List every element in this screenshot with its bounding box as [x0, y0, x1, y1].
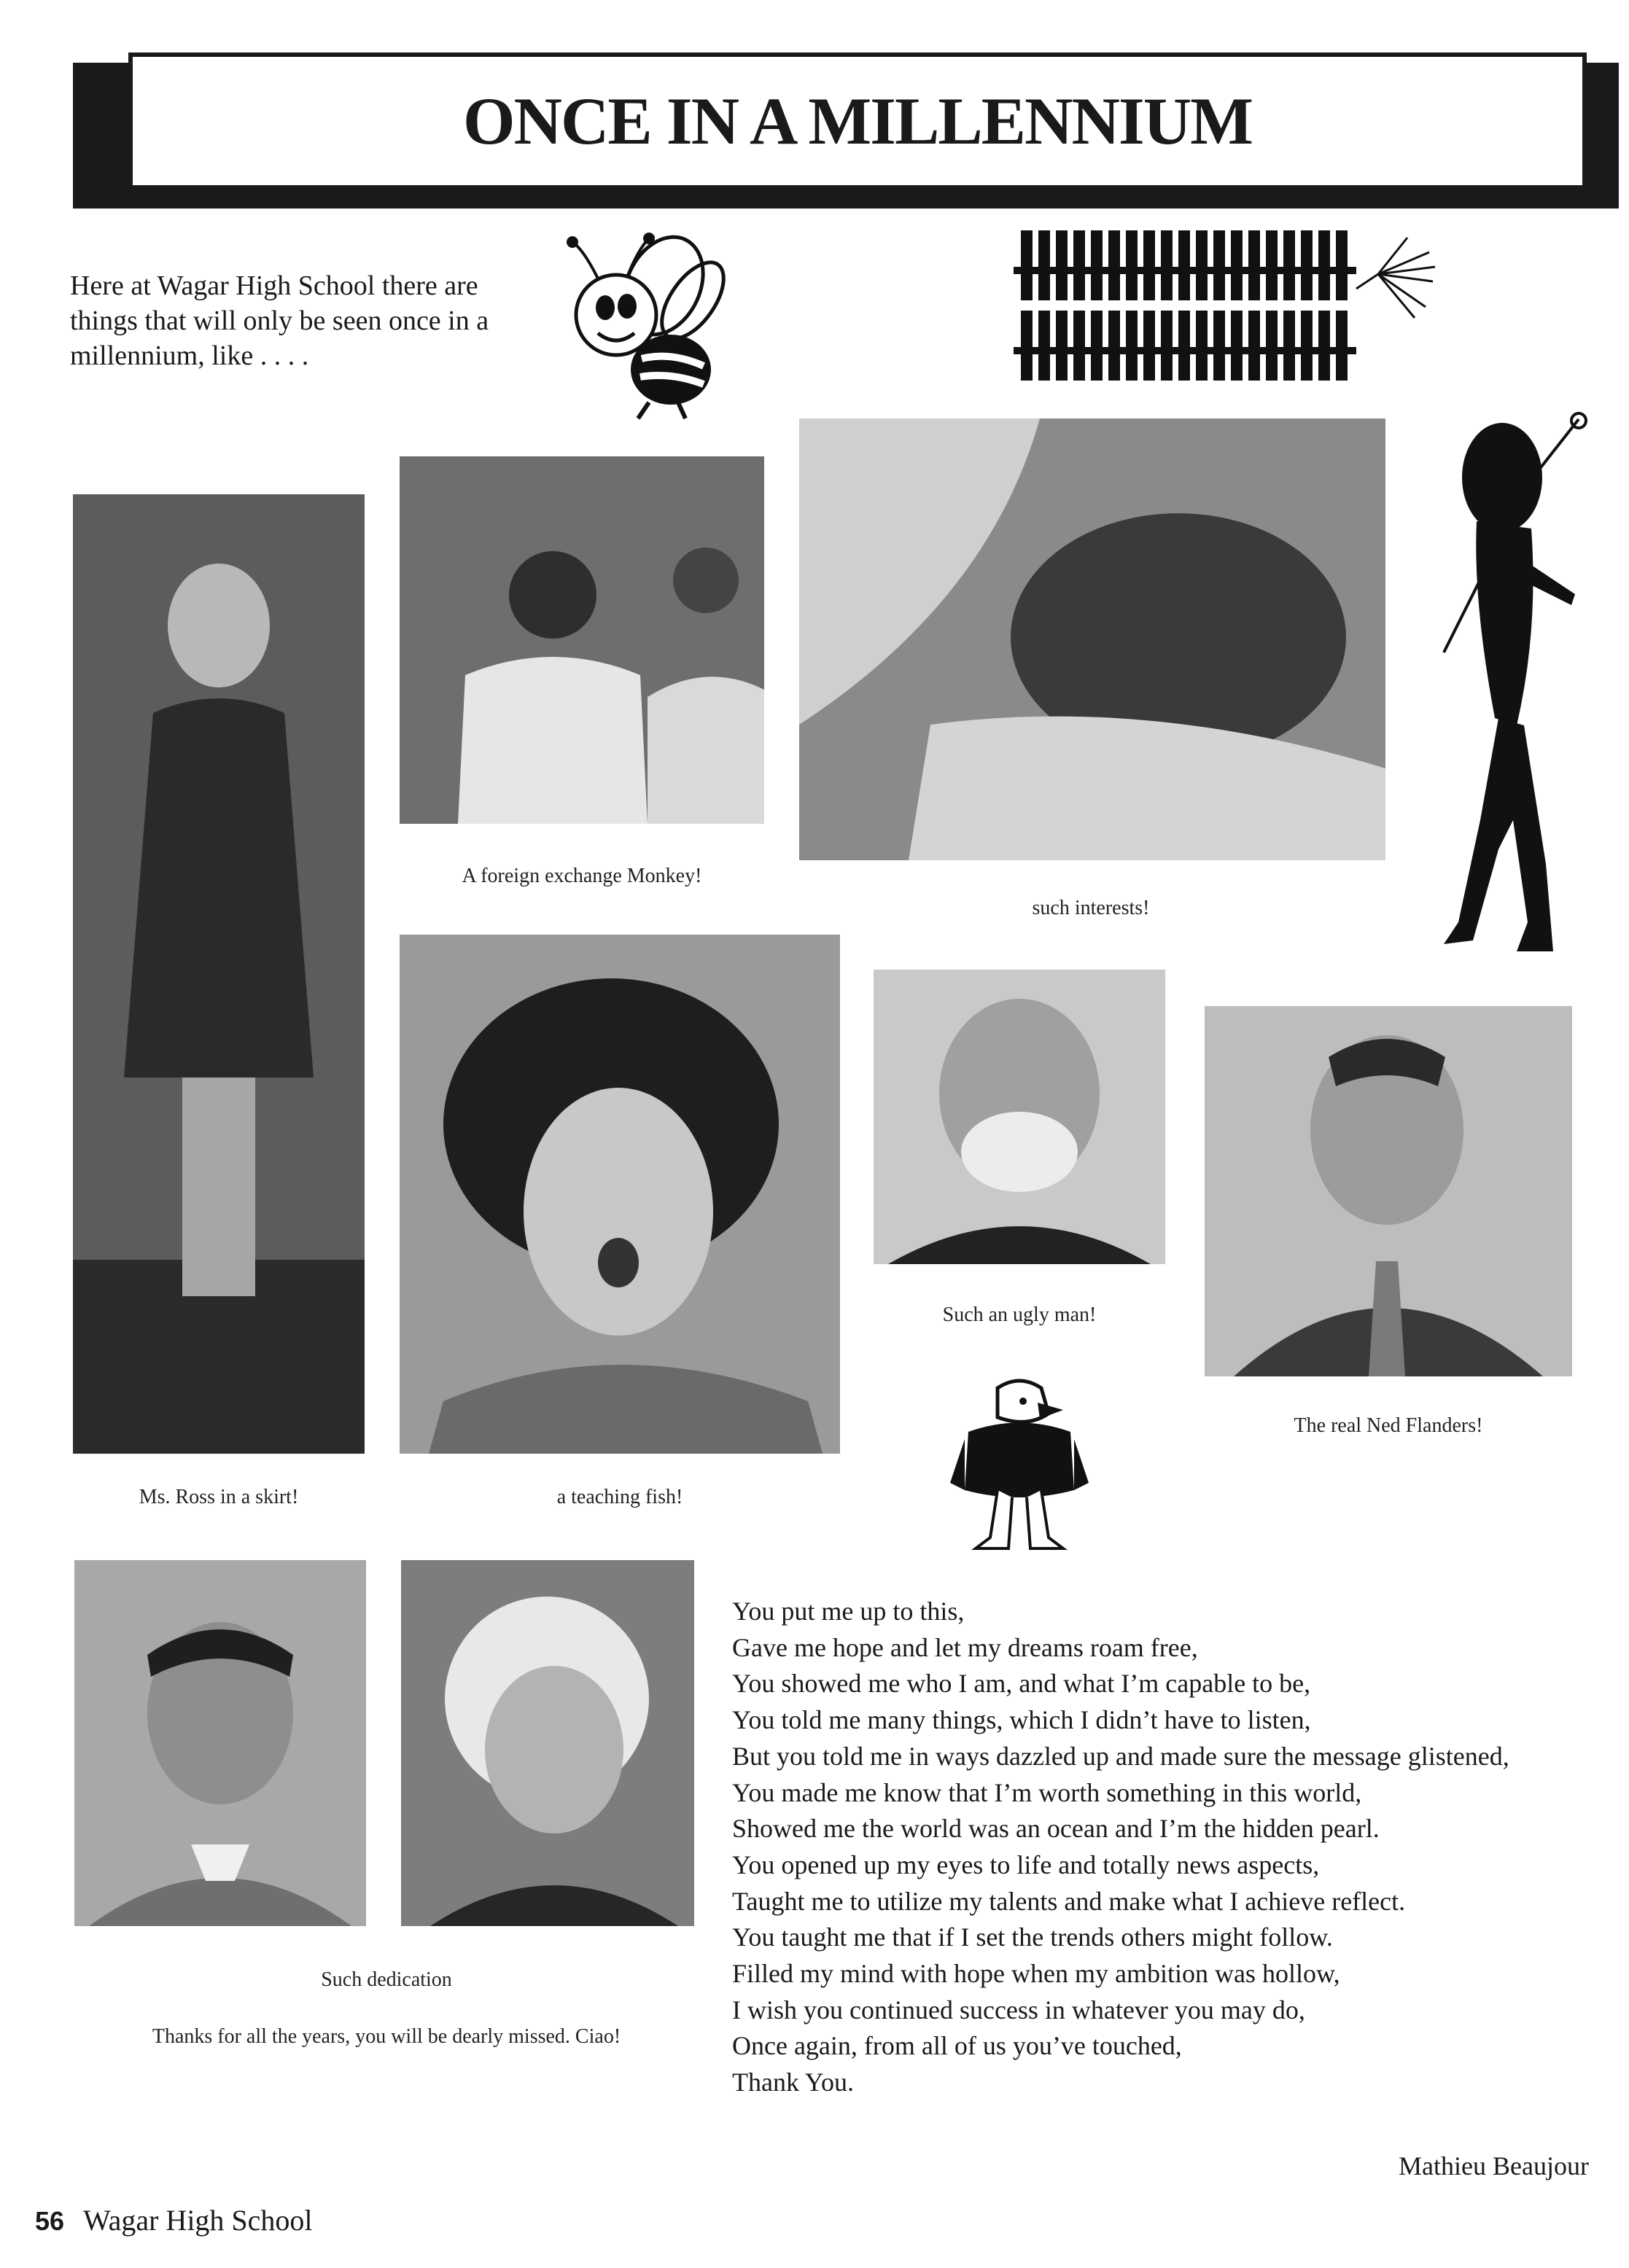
- photo-dedication-woman: [401, 1560, 694, 1926]
- caption-exchange-monkey: A foreign exchange Monkey!: [462, 865, 702, 887]
- poem-author: Mathieu Beaujour: [1399, 2151, 1589, 2181]
- bee-mascot-icon: [554, 227, 736, 424]
- intro-text: Here at Wagar High School there are things that will only be seen once in a millennium, like . . . .: [70, 270, 489, 371]
- poem-line: You told me many things, which I didn’t have to listen,: [732, 1705, 1311, 1735]
- photo-sleeping-student: [799, 418, 1385, 860]
- poem-line: But you told me in ways dazzled up and made sure the message glistened,: [732, 1741, 1509, 1771]
- page-footer: [35, 2203, 313, 2237]
- title-banner: [128, 52, 1587, 190]
- poem-line: Once again, from all of us you’ve touched,: [732, 2031, 1182, 2061]
- poem-line: You opened up my eyes to life and totally news aspects,: [732, 1850, 1320, 1879]
- poem-line: Filled my mind with hope when my ambition was hollow,: [732, 1959, 1340, 1989]
- xylophone-icon: [999, 223, 1436, 386]
- caption-teaching-fish: a teaching fish!: [556, 1486, 683, 1508]
- poem-line: Taught me to utilize my talents and make what I achieve reflect.: [732, 1886, 1406, 1916]
- poem-line: You taught me that if I set the trends others might follow.: [732, 1922, 1333, 1952]
- page-title: ONCE IN A MILLENNIUM: [462, 84, 1252, 158]
- poem-line: You made me know that I’m worth something in this world,: [732, 1777, 1362, 1807]
- page-number: 56: [35, 2206, 65, 2236]
- conductor-silhouette-icon: [1429, 412, 1591, 973]
- photo-ms-ross: [73, 494, 365, 1454]
- caption-thanks: Thanks for all the years, you will be dearly missed. Ciao!: [152, 2025, 621, 2048]
- poem-line: Gave me hope and let my dreams roam free,: [732, 1632, 1198, 1662]
- eagle-mascot-icon: [946, 1373, 1092, 1554]
- poem-line: You showed me who I am, and what I’m capable to be,: [732, 1669, 1311, 1699]
- caption-dedication: Such dedication: [321, 1968, 452, 1991]
- poem-line: Showed me the world was an ocean and I’m the hidden pearl.: [732, 1814, 1380, 1844]
- photo-ugly-man: [874, 970, 1165, 1264]
- caption-ugly-man: Such an ugly man!: [942, 1303, 1097, 1326]
- poem-line: You put me up to this,: [732, 1597, 965, 1626]
- photo-ned-flanders: [1205, 1006, 1572, 1376]
- photo-exchange-monkey: [400, 456, 764, 824]
- caption-ms-ross: Ms. Ross in a skirt!: [139, 1486, 299, 1508]
- footer-school-name: Wagar High School: [83, 2204, 313, 2237]
- caption-such-interests: such interests!: [1032, 897, 1150, 919]
- poem-line: I wish you continued success in whatever you may do,: [732, 1995, 1305, 2025]
- photo-dedication-man: [74, 1560, 366, 1926]
- photo-teaching-fish: [400, 935, 840, 1454]
- caption-ned-flanders: The real Ned Flanders!: [1294, 1414, 1483, 1437]
- poem: [732, 1594, 1622, 2101]
- poem-line: Thank You.: [732, 2068, 855, 2097]
